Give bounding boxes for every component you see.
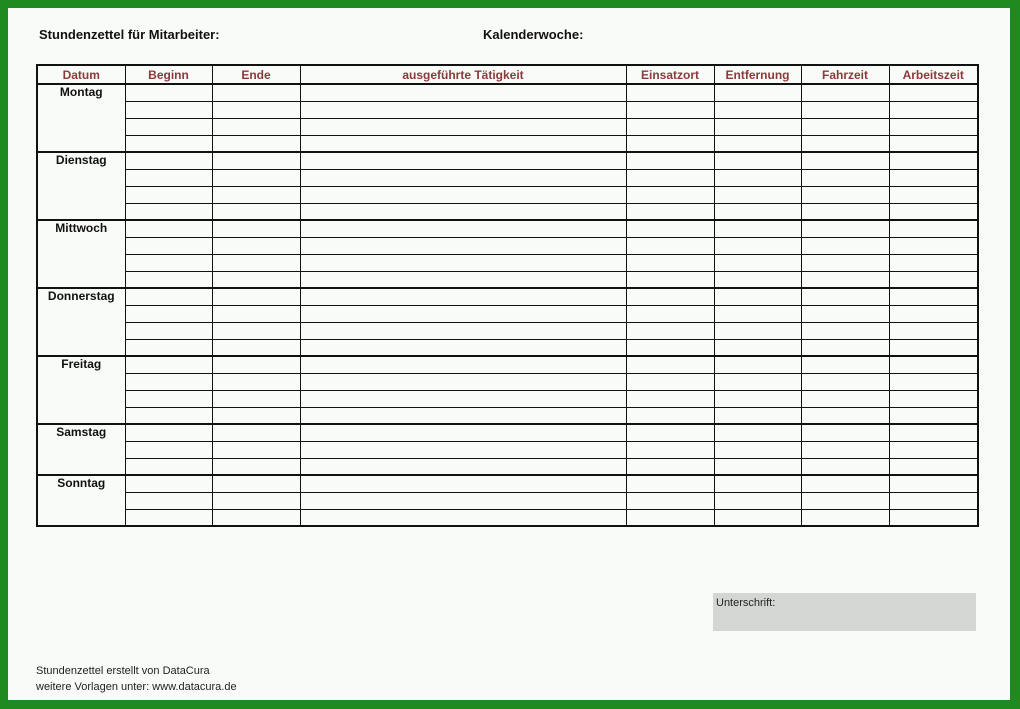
entry-cell[interactable]	[801, 254, 889, 271]
footer-link[interactable]: weitere Vorlagen unter: www.datacura.de	[36, 681, 237, 693]
entry-cell[interactable]	[125, 237, 212, 254]
entry-cell[interactable]	[801, 220, 889, 237]
entry-cell[interactable]	[125, 356, 212, 373]
entry-cell[interactable]	[125, 373, 212, 390]
entry-cell[interactable]	[626, 390, 714, 407]
table-row	[37, 84, 978, 101]
entry-cell[interactable]	[801, 271, 889, 288]
day-label: Mittwoch	[37, 220, 125, 288]
entry-cell[interactable]	[714, 458, 801, 475]
table-row	[37, 118, 978, 135]
entry-cell[interactable]	[801, 169, 889, 186]
entry-cell[interactable]	[889, 84, 978, 101]
entry-cell[interactable]	[212, 288, 300, 305]
entry-cell[interactable]	[300, 169, 626, 186]
entry-cell[interactable]	[889, 492, 978, 509]
entry-cell[interactable]	[626, 101, 714, 118]
entry-cell[interactable]	[626, 271, 714, 288]
entry-cell[interactable]	[889, 458, 978, 475]
entry-cell[interactable]	[212, 220, 300, 237]
entry-cell[interactable]	[714, 186, 801, 203]
entry-cell[interactable]	[714, 492, 801, 509]
entry-cell[interactable]	[801, 288, 889, 305]
entry-cell[interactable]	[212, 186, 300, 203]
entry-cell[interactable]	[300, 84, 626, 101]
entry-cell[interactable]	[889, 152, 978, 169]
entry-cell[interactable]	[714, 339, 801, 356]
entry-cell[interactable]	[714, 254, 801, 271]
entry-cell[interactable]	[212, 509, 300, 526]
table-row	[37, 288, 978, 305]
entry-cell[interactable]	[714, 288, 801, 305]
entry-cell[interactable]	[125, 339, 212, 356]
entry-cell[interactable]	[212, 356, 300, 373]
entry-cell[interactable]	[212, 169, 300, 186]
entry-cell[interactable]	[300, 458, 626, 475]
entry-cell[interactable]	[125, 288, 212, 305]
entry-cell[interactable]	[889, 101, 978, 118]
entry-cell[interactable]	[125, 390, 212, 407]
table-row	[37, 356, 978, 373]
table-row	[37, 271, 978, 288]
entry-cell[interactable]	[626, 203, 714, 220]
entry-cell[interactable]	[626, 169, 714, 186]
entry-cell[interactable]	[300, 441, 626, 458]
entry-cell[interactable]	[801, 458, 889, 475]
table-row	[37, 135, 978, 152]
entry-cell[interactable]	[300, 135, 626, 152]
entry-cell[interactable]	[125, 169, 212, 186]
entry-cell[interactable]	[626, 441, 714, 458]
entry-cell[interactable]	[714, 390, 801, 407]
entry-cell[interactable]	[300, 220, 626, 237]
timesheet-table	[36, 64, 979, 527]
entry-cell[interactable]	[889, 118, 978, 135]
entry-cell[interactable]	[212, 254, 300, 271]
entry-cell[interactable]	[212, 475, 300, 492]
table-row	[37, 458, 978, 475]
table-row	[37, 407, 978, 424]
entry-cell[interactable]	[801, 322, 889, 339]
entry-cell[interactable]	[300, 339, 626, 356]
entry-cell[interactable]	[626, 322, 714, 339]
entry-cell[interactable]	[801, 135, 889, 152]
entry-cell[interactable]	[714, 101, 801, 118]
day-label: Freitag	[37, 356, 125, 424]
table-row	[37, 390, 978, 407]
table-row	[37, 203, 978, 220]
entry-cell[interactable]	[626, 373, 714, 390]
entry-cell[interactable]	[714, 118, 801, 135]
table-row	[37, 424, 978, 441]
entry-cell[interactable]	[125, 271, 212, 288]
entry-cell[interactable]	[212, 101, 300, 118]
entry-cell[interactable]	[889, 254, 978, 271]
entry-cell[interactable]	[300, 305, 626, 322]
entry-cell[interactable]	[801, 203, 889, 220]
entry-cell[interactable]	[801, 492, 889, 509]
entry-cell[interactable]	[212, 84, 300, 101]
entry-cell[interactable]	[714, 152, 801, 169]
entry-cell[interactable]	[300, 271, 626, 288]
entry-cell[interactable]	[626, 237, 714, 254]
entry-cell[interactable]	[125, 152, 212, 169]
table-header-row	[37, 65, 978, 84]
entry-cell[interactable]	[300, 390, 626, 407]
entry-cell[interactable]	[889, 424, 978, 441]
entry-cell[interactable]	[801, 84, 889, 101]
entry-cell[interactable]	[212, 441, 300, 458]
entry-cell[interactable]	[212, 135, 300, 152]
entry-cell[interactable]	[300, 118, 626, 135]
entry-cell[interactable]	[801, 186, 889, 203]
entry-cell[interactable]	[801, 305, 889, 322]
entry-cell[interactable]	[212, 322, 300, 339]
entry-cell[interactable]	[300, 407, 626, 424]
footer	[36, 663, 237, 695]
entry-cell[interactable]	[125, 135, 212, 152]
table-row	[37, 339, 978, 356]
entry-cell[interactable]	[125, 458, 212, 475]
col-header-datum: Datum	[37, 65, 125, 84]
entry-cell[interactable]	[626, 492, 714, 509]
col-header-fahrzeit: Fahrzeit	[801, 65, 889, 84]
entry-cell[interactable]	[300, 475, 626, 492]
entry-cell[interactable]	[125, 322, 212, 339]
day-label: Sonntag	[37, 475, 125, 526]
entry-cell[interactable]	[714, 84, 801, 101]
entry-cell[interactable]	[889, 271, 978, 288]
entry-cell[interactable]	[889, 373, 978, 390]
entry-cell[interactable]	[626, 254, 714, 271]
entry-cell[interactable]	[801, 441, 889, 458]
entry-cell[interactable]	[626, 118, 714, 135]
entry-cell[interactable]	[889, 305, 978, 322]
entry-cell[interactable]	[300, 254, 626, 271]
entry-cell[interactable]	[889, 288, 978, 305]
entry-cell[interactable]	[212, 424, 300, 441]
entry-cell[interactable]	[801, 373, 889, 390]
entry-cell[interactable]	[300, 203, 626, 220]
footer-credit: Stundenzettel erstellt von DataCura	[36, 665, 210, 677]
entry-cell[interactable]	[626, 305, 714, 322]
entry-cell[interactable]	[889, 169, 978, 186]
entry-cell[interactable]	[300, 492, 626, 509]
entry-cell[interactable]	[125, 203, 212, 220]
entry-cell[interactable]	[626, 509, 714, 526]
table-row	[37, 152, 978, 169]
table-row	[37, 492, 978, 509]
col-header-einsatzort: Einsatzort	[626, 65, 714, 84]
entry-cell[interactable]	[626, 220, 714, 237]
entry-cell[interactable]	[801, 339, 889, 356]
entry-cell[interactable]	[626, 407, 714, 424]
table-row	[37, 220, 978, 237]
entry-cell[interactable]	[714, 271, 801, 288]
entry-cell[interactable]	[801, 101, 889, 118]
entry-cell[interactable]	[125, 186, 212, 203]
entry-cell[interactable]	[714, 407, 801, 424]
entry-cell[interactable]	[125, 118, 212, 135]
entry-cell[interactable]	[714, 305, 801, 322]
entry-cell[interactable]	[626, 458, 714, 475]
col-header-ende: Ende	[212, 65, 300, 84]
table-row	[37, 169, 978, 186]
entry-cell[interactable]	[300, 101, 626, 118]
entry-cell[interactable]	[626, 186, 714, 203]
entry-cell[interactable]	[714, 424, 801, 441]
entry-cell[interactable]	[300, 186, 626, 203]
entry-cell[interactable]	[212, 305, 300, 322]
table-row	[37, 441, 978, 458]
entry-cell[interactable]	[125, 475, 212, 492]
table-row	[37, 237, 978, 254]
entry-cell[interactable]	[889, 220, 978, 237]
entry-cell[interactable]	[889, 441, 978, 458]
col-header-entfernung: Entfernung	[714, 65, 801, 84]
entry-cell[interactable]	[801, 424, 889, 441]
entry-cell[interactable]	[801, 475, 889, 492]
entry-cell[interactable]	[714, 169, 801, 186]
entry-cell[interactable]	[125, 509, 212, 526]
entry-cell[interactable]	[125, 441, 212, 458]
entry-cell[interactable]	[125, 84, 212, 101]
entry-cell[interactable]	[801, 509, 889, 526]
entry-cell[interactable]	[300, 237, 626, 254]
entry-cell[interactable]	[626, 288, 714, 305]
entry-cell[interactable]	[125, 101, 212, 118]
entry-cell[interactable]	[801, 152, 889, 169]
entry-cell[interactable]	[889, 475, 978, 492]
col-header-taetigkeit: ausgeführte Tätigkeit	[300, 65, 626, 84]
entry-cell[interactable]	[889, 186, 978, 203]
entry-cell[interactable]	[125, 407, 212, 424]
entry-cell[interactable]	[714, 509, 801, 526]
entry-cell[interactable]	[125, 492, 212, 509]
table-row	[37, 254, 978, 271]
entry-cell[interactable]	[626, 84, 714, 101]
table-row	[37, 305, 978, 322]
entry-cell[interactable]	[889, 407, 978, 424]
entry-cell[interactable]	[889, 356, 978, 373]
entry-cell[interactable]	[212, 458, 300, 475]
entry-cell[interactable]	[125, 220, 212, 237]
entry-cell[interactable]	[801, 356, 889, 373]
entry-cell[interactable]	[889, 509, 978, 526]
entry-cell[interactable]	[714, 135, 801, 152]
entry-cell[interactable]	[212, 373, 300, 390]
timesheet-page	[8, 8, 1010, 700]
entry-cell[interactable]	[889, 135, 978, 152]
entry-cell[interactable]	[125, 424, 212, 441]
table-body	[37, 84, 978, 526]
entry-cell[interactable]	[212, 118, 300, 135]
table-row	[37, 101, 978, 118]
table-row	[37, 186, 978, 203]
calendar-week-label: Kalenderwoche:	[483, 27, 584, 42]
entry-cell[interactable]	[714, 373, 801, 390]
day-label: Samstag	[37, 424, 125, 475]
day-label: Donnerstag	[37, 288, 125, 356]
table-row	[37, 509, 978, 526]
entry-cell[interactable]	[626, 135, 714, 152]
entry-cell[interactable]	[801, 407, 889, 424]
entry-cell[interactable]	[212, 339, 300, 356]
entry-cell[interactable]	[300, 152, 626, 169]
entry-cell[interactable]	[714, 322, 801, 339]
entry-cell[interactable]	[212, 492, 300, 509]
day-label: Dienstag	[37, 152, 125, 220]
signature-label: Unterschrift:	[716, 597, 776, 609]
entry-cell[interactable]	[212, 203, 300, 220]
entry-cell[interactable]	[889, 390, 978, 407]
table-row	[37, 373, 978, 390]
entry-cell[interactable]	[801, 237, 889, 254]
entry-cell[interactable]	[889, 322, 978, 339]
entry-cell[interactable]	[714, 203, 801, 220]
entry-cell[interactable]	[801, 390, 889, 407]
entry-cell[interactable]	[626, 152, 714, 169]
entry-cell[interactable]	[300, 509, 626, 526]
entry-cell[interactable]	[212, 390, 300, 407]
entry-cell[interactable]	[300, 288, 626, 305]
entry-cell[interactable]	[714, 441, 801, 458]
entry-cell[interactable]	[889, 339, 978, 356]
entry-cell[interactable]	[212, 271, 300, 288]
entry-cell[interactable]	[714, 237, 801, 254]
entry-cell[interactable]	[300, 322, 626, 339]
entry-cell[interactable]	[212, 237, 300, 254]
signature-box[interactable]	[713, 593, 976, 631]
table-row	[37, 475, 978, 492]
col-header-beginn: Beginn	[125, 65, 212, 84]
entry-cell[interactable]	[801, 118, 889, 135]
entry-cell[interactable]	[626, 424, 714, 441]
entry-cell[interactable]	[626, 356, 714, 373]
entry-cell[interactable]	[889, 237, 978, 254]
table-row	[37, 322, 978, 339]
entry-cell[interactable]	[300, 424, 626, 441]
entry-cell[interactable]	[714, 356, 801, 373]
entry-cell[interactable]	[300, 373, 626, 390]
entry-cell[interactable]	[125, 254, 212, 271]
employee-label: Stundenzettel für Mitarbeiter:	[39, 27, 220, 42]
entry-cell[interactable]	[212, 152, 300, 169]
entry-cell[interactable]	[889, 203, 978, 220]
entry-cell[interactable]	[714, 220, 801, 237]
col-header-arbeitszeit: Arbeitszeit	[889, 65, 978, 84]
entry-cell[interactable]	[714, 475, 801, 492]
entry-cell[interactable]	[300, 356, 626, 373]
entry-cell[interactable]	[212, 407, 300, 424]
entry-cell[interactable]	[626, 475, 714, 492]
day-label: Montag	[37, 84, 125, 152]
entry-cell[interactable]	[125, 305, 212, 322]
entry-cell[interactable]	[626, 339, 714, 356]
